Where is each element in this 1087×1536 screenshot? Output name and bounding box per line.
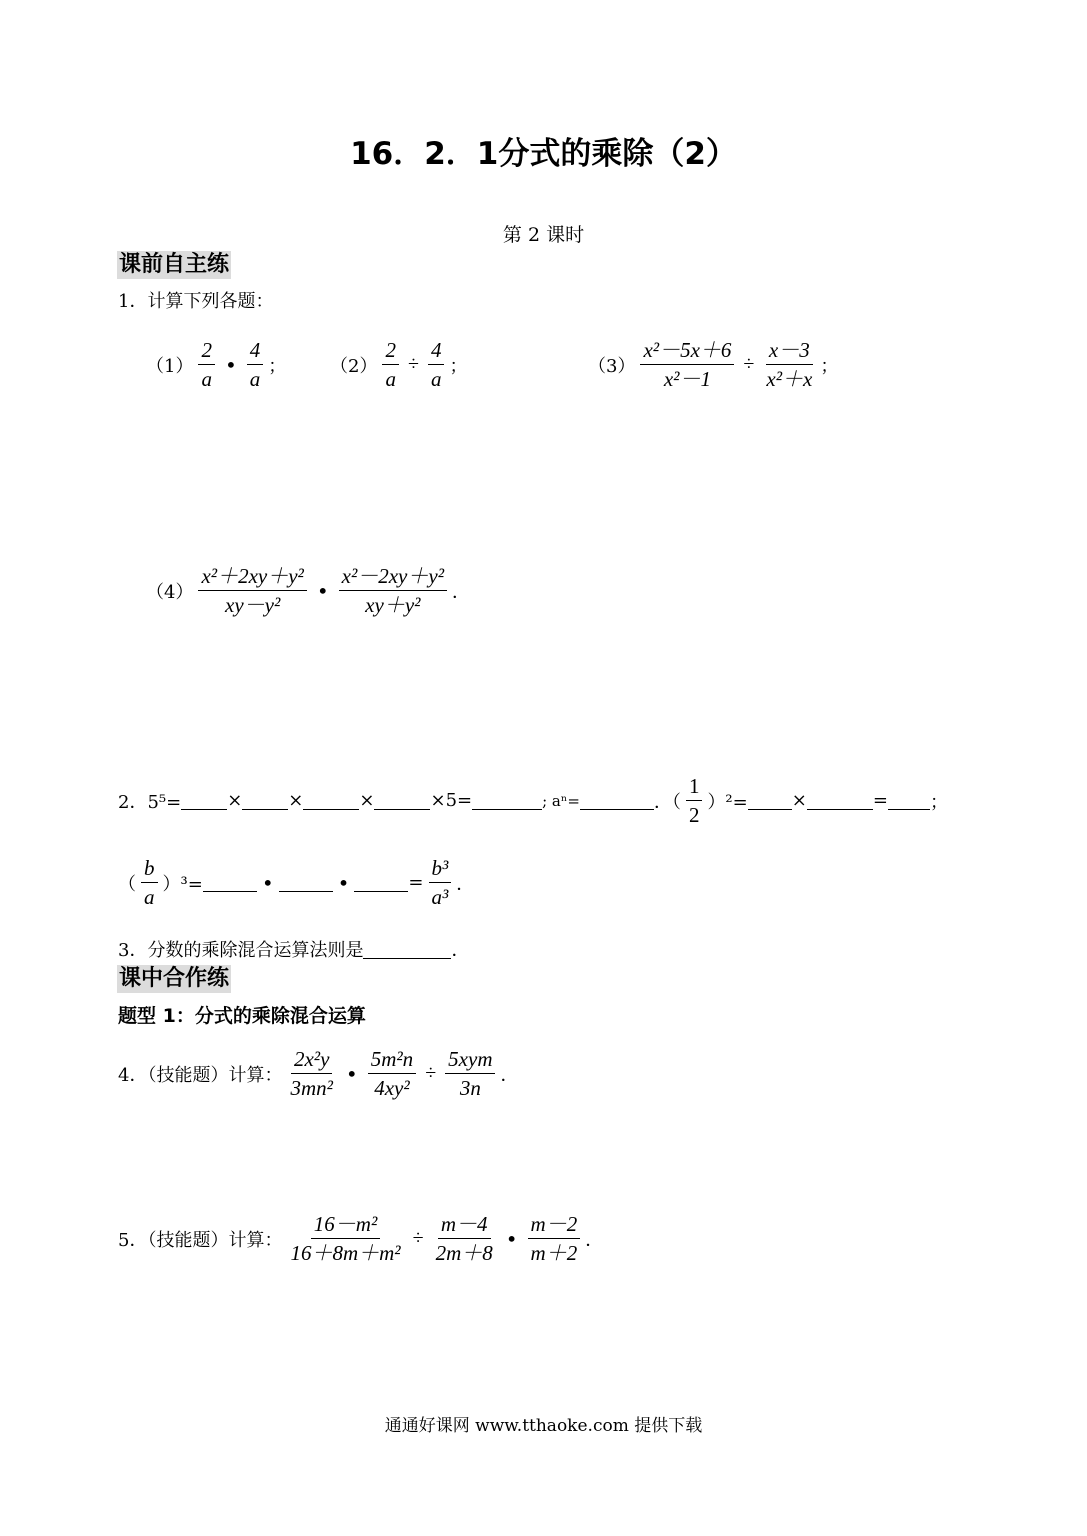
fraction <box>528 1210 581 1267</box>
denominator: x²＋x <box>766 367 813 391</box>
semicolon: ； <box>268 355 287 377</box>
fraction <box>640 336 734 393</box>
close-paren-squared: ）²= <box>707 791 748 813</box>
question-type-heading: 题型 1：分式的乘除混合运算 <box>118 1005 366 1027</box>
semicolon: ； <box>929 791 948 813</box>
times-five: ×5= <box>430 790 473 811</box>
multiply-dot: • <box>261 870 274 895</box>
denominator: a <box>249 367 261 391</box>
times-sign: × <box>227 790 243 811</box>
denominator: 3n <box>459 1076 481 1100</box>
fraction <box>382 336 399 393</box>
question-3-text: 3．分数的乘除混合运算法则是 <box>118 940 364 961</box>
a-power-n: ; aⁿ= <box>542 791 580 810</box>
divide-sign: ÷ <box>425 1062 437 1084</box>
times-sign: × <box>288 790 304 811</box>
equals-sign: = <box>872 790 888 811</box>
fraction <box>198 562 306 619</box>
numerator: m－4 <box>438 1210 491 1239</box>
fraction <box>287 1210 403 1267</box>
part-label: （3） <box>588 355 636 377</box>
semicolon: ； <box>449 355 468 377</box>
answer-blank[interactable] <box>279 873 333 892</box>
question-5 <box>118 1210 603 1267</box>
numerator: 1 <box>686 772 703 801</box>
period: ． <box>500 1064 519 1086</box>
period: ． <box>585 1229 604 1251</box>
divide-sign: ÷ <box>412 1227 424 1249</box>
semicolon: ； <box>820 355 839 377</box>
denominator: a <box>144 885 155 909</box>
numerator: 2x²y <box>291 1045 332 1074</box>
answer-blank[interactable] <box>242 791 288 810</box>
numerator: m－2 <box>528 1210 581 1239</box>
denominator: xy－y² <box>225 593 281 617</box>
part-label: （2） <box>330 355 378 377</box>
period: ． <box>452 581 470 603</box>
part-label: （4） <box>146 581 194 603</box>
fraction-b3-over-a3 <box>429 854 452 911</box>
divide-sign: ÷ <box>743 353 755 375</box>
section-heading-in-class: 课中合作练 <box>119 966 230 991</box>
numerator: x²－5x＋6 <box>640 336 734 365</box>
times-sign: × <box>791 790 807 811</box>
fraction <box>368 1045 416 1102</box>
denominator: a <box>201 367 212 391</box>
denominator: 2 <box>688 803 700 827</box>
answer-blank[interactable] <box>472 791 542 810</box>
question-1-part-1 <box>146 336 286 393</box>
answer-blank[interactable] <box>580 791 654 810</box>
fraction-b-over-a <box>141 854 158 911</box>
numerator: b <box>141 854 158 883</box>
answer-blank[interactable] <box>807 791 873 810</box>
answer-blank[interactable] <box>888 791 930 810</box>
denominator: 4xy² <box>374 1076 410 1100</box>
denominator: x²－1 <box>663 367 711 391</box>
fraction-one-half <box>686 772 703 829</box>
numerator: 2 <box>382 336 399 365</box>
fraction <box>198 336 215 393</box>
denominator: 2m＋8 <box>435 1241 493 1265</box>
equals-sign: = <box>408 872 424 893</box>
denominator: 16＋8m＋m² <box>290 1241 401 1265</box>
answer-blank[interactable] <box>203 873 257 892</box>
denominator: a³ <box>431 885 449 909</box>
denominator: xy＋y² <box>365 593 421 617</box>
numerator: x²－2xy＋y² <box>339 562 447 591</box>
numerator: 4 <box>247 336 264 365</box>
denominator: a <box>385 367 396 391</box>
question-1-part-4 <box>146 562 470 619</box>
answer-blank[interactable] <box>374 791 430 810</box>
multiply-dot: • <box>337 870 350 895</box>
part-label: （1） <box>146 355 194 377</box>
fraction <box>433 1210 496 1267</box>
numerator: 5m²n <box>368 1045 416 1074</box>
denominator: m＋2 <box>530 1241 578 1265</box>
denominator: 3mn² <box>290 1076 333 1100</box>
multiply-dot: • <box>224 352 237 377</box>
question-2-line-2 <box>118 854 474 911</box>
question-1-stem: 1．计算下列各题： <box>118 291 274 312</box>
period: ． <box>456 873 475 895</box>
multiply-dot: • <box>505 1226 518 1251</box>
section-heading-pre-class: 课前自主练 <box>119 252 230 277</box>
answer-blank[interactable] <box>354 873 408 892</box>
fraction <box>247 336 264 393</box>
numerator: 16－m² <box>311 1210 380 1239</box>
denominator: a <box>430 367 442 391</box>
period: ． <box>451 940 470 961</box>
question-3 <box>118 936 469 962</box>
fraction <box>339 562 447 619</box>
numerator: 2 <box>198 336 215 365</box>
open-paren: ．（ <box>653 791 681 813</box>
question-2-line-1 <box>118 772 948 829</box>
numerator: x²＋2xy＋y² <box>198 562 306 591</box>
numerator: b³ <box>429 854 452 883</box>
fraction <box>445 1045 495 1102</box>
divide-sign: ÷ <box>407 353 419 375</box>
fraction <box>428 336 445 393</box>
page-title: 16．2．1分式的乘除（2） <box>350 136 737 172</box>
numerator: 4 <box>428 336 445 365</box>
answer-blank[interactable] <box>181 791 227 810</box>
question-1-part-2 <box>330 336 467 393</box>
answer-blank[interactable] <box>363 940 451 959</box>
question-1-part-3 <box>588 336 838 393</box>
answer-blank[interactable] <box>748 791 792 810</box>
close-paren-cubed: ）³= <box>162 873 203 895</box>
question-5-label: 5．（技能题）计算： <box>118 1229 283 1251</box>
fraction <box>763 336 815 393</box>
page-footer: 通通好课网 www.tthaoke.com 提供下载 <box>384 1416 703 1436</box>
q2-prefix: 2．5⁵= <box>118 791 182 813</box>
times-sign: × <box>359 790 375 811</box>
question-4-label: 4．（技能题）计算： <box>118 1064 283 1086</box>
numerator: 5xym <box>445 1045 495 1074</box>
open-paren: （ <box>118 873 136 895</box>
fraction <box>287 1045 335 1102</box>
question-4 <box>118 1045 518 1102</box>
multiply-dot: • <box>345 1061 358 1086</box>
multiply-dot: • <box>316 578 329 603</box>
lesson-subtitle: 第 2 课时 <box>502 224 585 246</box>
numerator: x－3 <box>766 336 813 365</box>
answer-blank[interactable] <box>303 791 359 810</box>
